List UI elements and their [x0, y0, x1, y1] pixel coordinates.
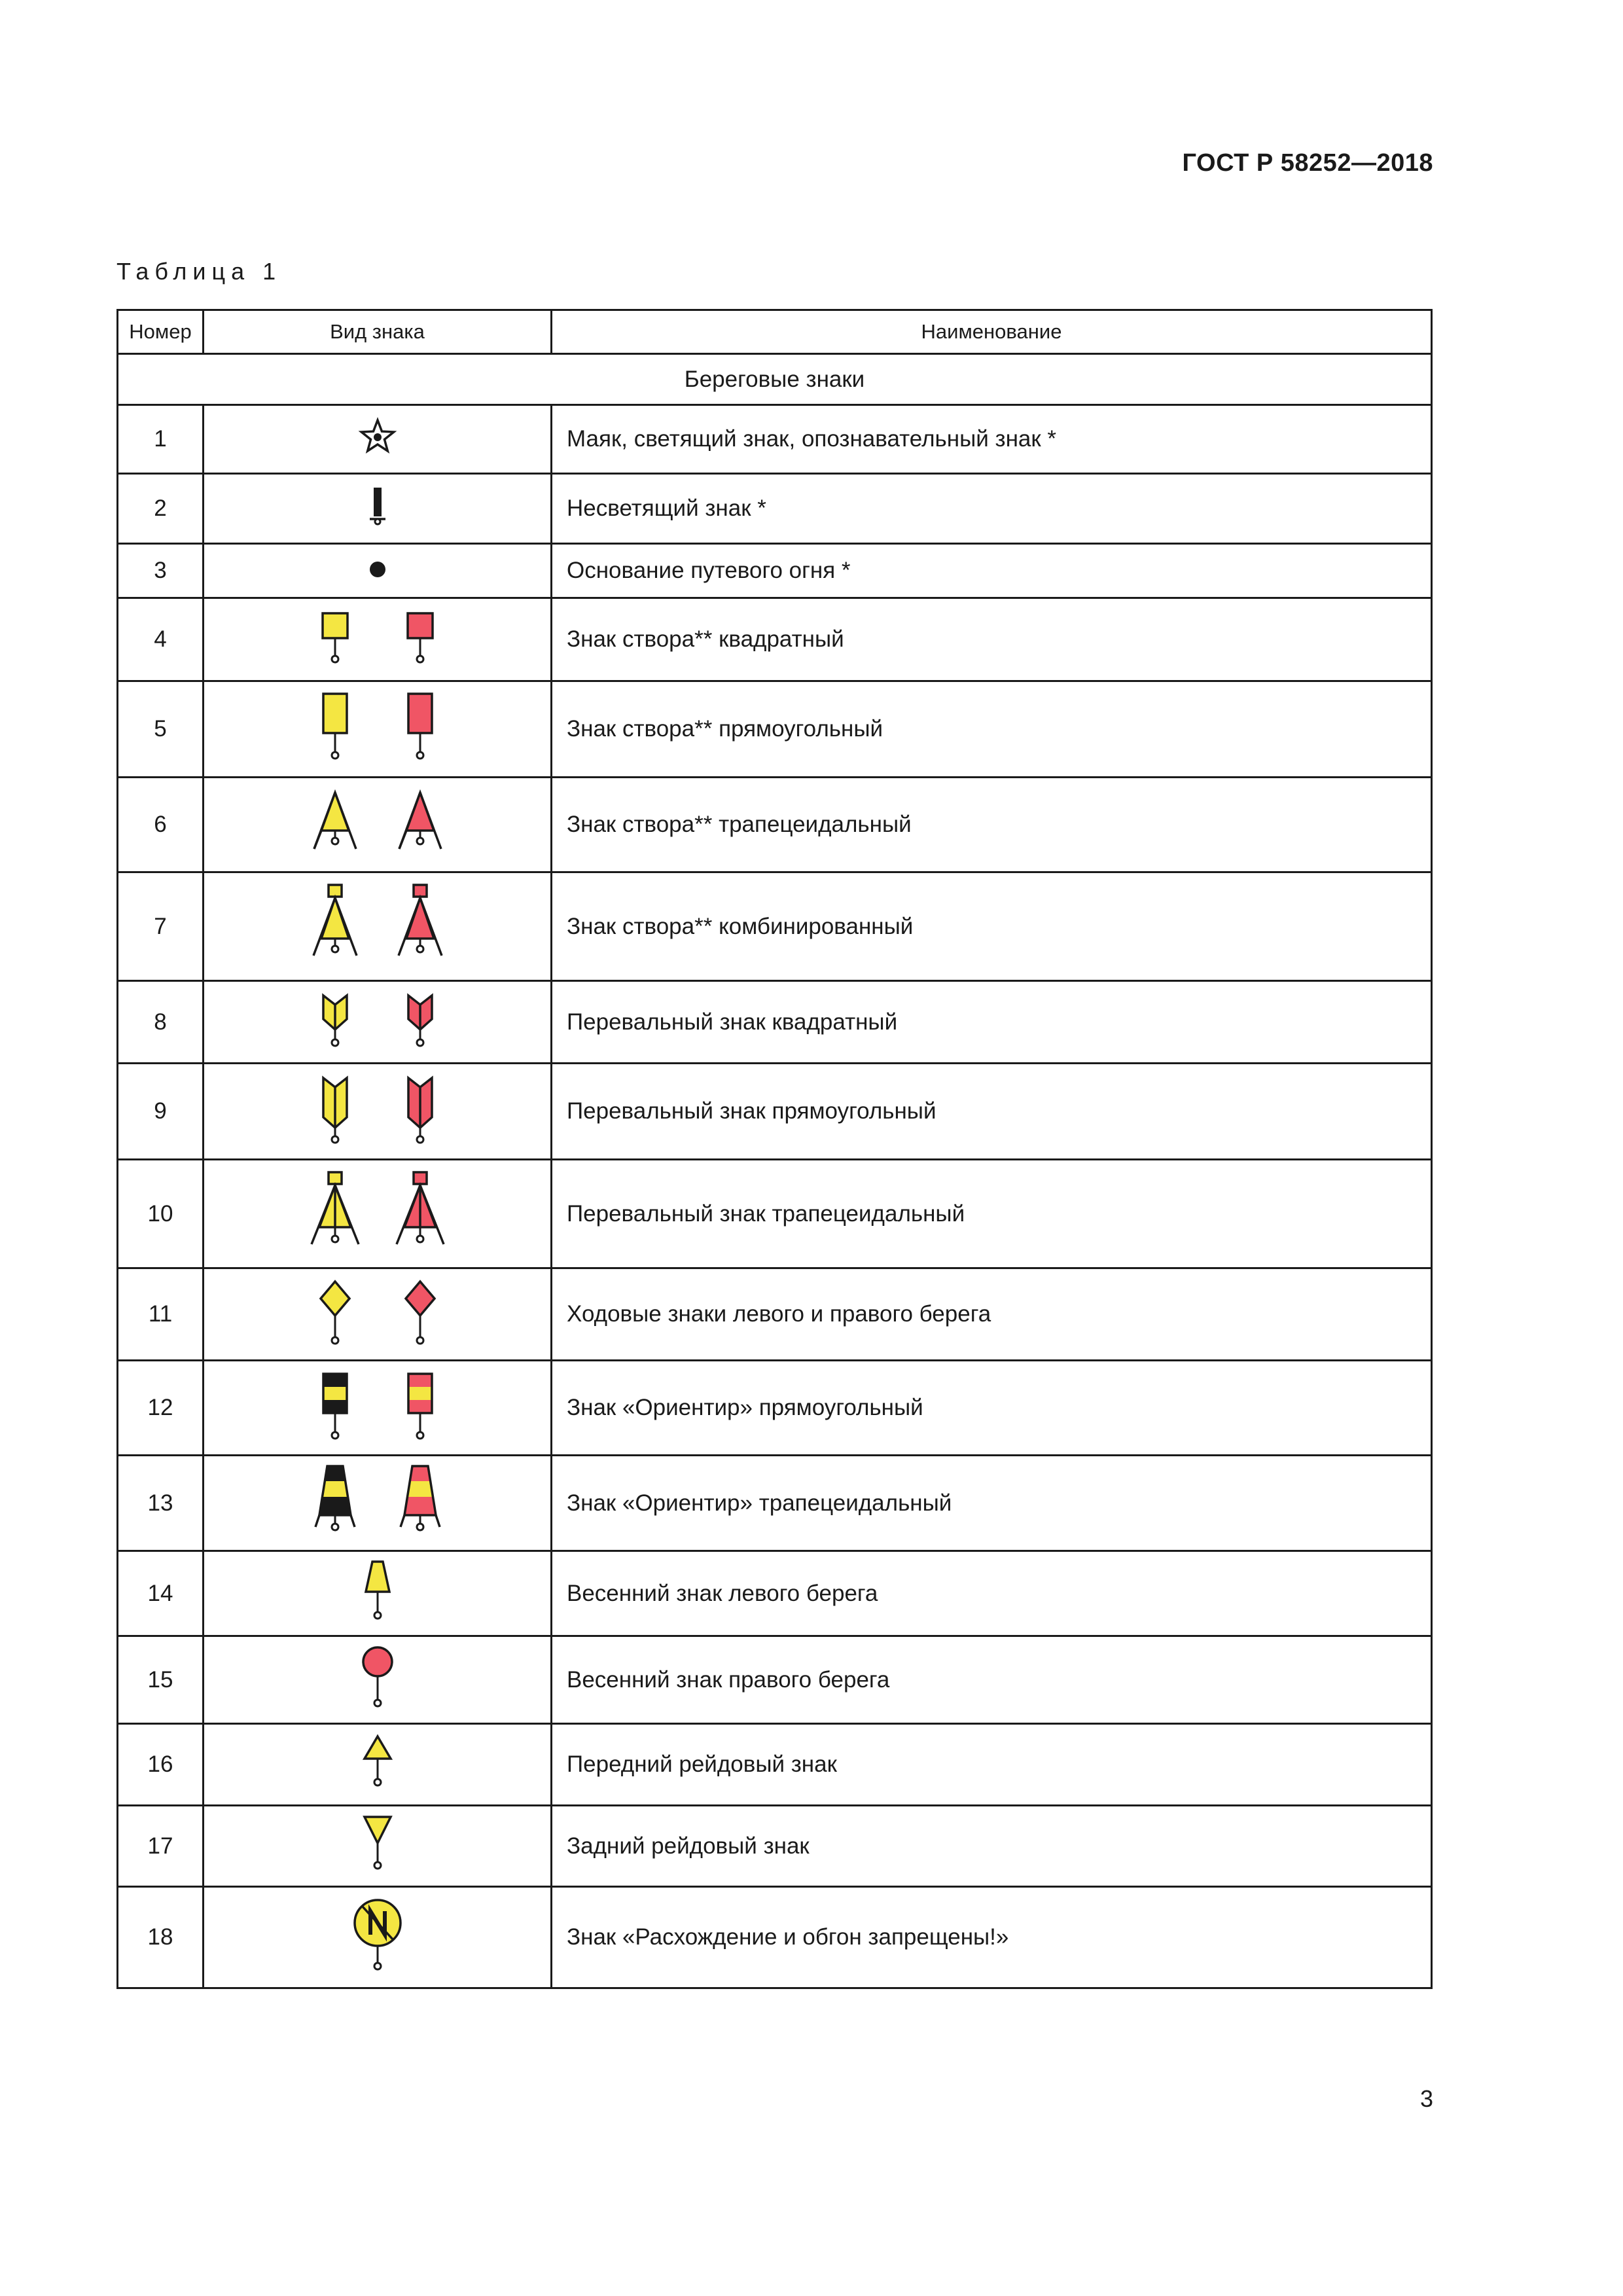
star-lighthouse-icon — [358, 420, 397, 456]
sign-symbol-cell — [204, 544, 552, 598]
table-row — [118, 778, 1432, 872]
sign-name: Маяк, светящий знак, опознавательный знак * — [552, 405, 1432, 474]
sign-name: Несветящий знак * — [552, 474, 1432, 544]
standard-designation: ГОСТ Р 58252—2018 — [1182, 149, 1433, 177]
table-row — [118, 872, 1432, 981]
sign-symbol-cell — [204, 474, 552, 544]
row-number: 11 — [118, 1268, 204, 1361]
sign-name: Основание путевого огня * — [552, 544, 1432, 598]
column-header-sign: Вид знака — [204, 310, 552, 354]
sign-name: Перевальный знак прямоугольный — [552, 1064, 1432, 1160]
sign-symbol-cell — [204, 1724, 552, 1806]
chevron-rectangle-icon — [306, 1075, 450, 1145]
table-row — [118, 1456, 1432, 1551]
table-row — [118, 1361, 1432, 1456]
row-number: 14 — [118, 1551, 204, 1636]
sign-symbol-cell — [204, 1887, 552, 1988]
sign-symbol-cell — [204, 872, 552, 981]
sign-symbol-cell — [204, 1064, 552, 1160]
sign-symbol-cell — [204, 1456, 552, 1551]
row-number: 18 — [118, 1887, 204, 1988]
table-row — [118, 544, 1432, 598]
dot-icon — [365, 558, 391, 581]
square-on-pole-icon — [306, 612, 450, 664]
sign-name: Перевальный знак трапецеидальный — [552, 1160, 1432, 1268]
sign-symbol-cell — [204, 1551, 552, 1636]
sign-name: Знак «Ориентир» прямоугольный — [552, 1361, 1432, 1456]
row-number: 9 — [118, 1064, 204, 1160]
row-number: 16 — [118, 1724, 204, 1806]
sign-name: Знак «Ориентир» трапецеидальный — [552, 1456, 1432, 1551]
column-header-number: Номер — [118, 310, 204, 354]
table-row — [118, 405, 1432, 474]
row-number: 7 — [118, 872, 204, 981]
sign-name: Задний рейдовый знак — [552, 1806, 1432, 1887]
column-header-name: Наименование — [552, 310, 1432, 354]
table-caption: Таблица 1 — [116, 258, 282, 285]
triangle-up-on-pole-icon — [358, 1734, 397, 1793]
diamond-on-pole-icon — [306, 1279, 450, 1347]
row-number: 5 — [118, 681, 204, 778]
table-row — [118, 1160, 1432, 1268]
table-row — [118, 1064, 1432, 1160]
sign-symbol-cell — [204, 681, 552, 778]
row-number: 2 — [118, 474, 204, 544]
table-header-row — [118, 310, 1432, 354]
sign-name: Знак створа** трапецеидальный — [552, 778, 1432, 872]
row-number: 4 — [118, 598, 204, 681]
chevron-square-icon — [306, 993, 450, 1048]
sign-symbol-cell — [204, 405, 552, 474]
sign-name: Знак створа** квадратный — [552, 598, 1432, 681]
triangle-down-on-pole-icon — [358, 1814, 397, 1874]
trapezoid-on-pole-icon — [358, 1559, 397, 1624]
row-number: 12 — [118, 1361, 204, 1456]
rectangle-on-pole-icon — [306, 692, 450, 763]
section-title: Береговые знаки — [118, 354, 1432, 405]
row-number: 8 — [118, 981, 204, 1064]
row-number: 15 — [118, 1636, 204, 1724]
section-row — [118, 354, 1432, 405]
sign-symbol-cell — [204, 1361, 552, 1456]
page-number: 3 — [1419, 2085, 1433, 2112]
table-row — [118, 1551, 1432, 1636]
sign-symbol-cell — [204, 1636, 552, 1724]
sign-name: Весенний знак правого берега — [552, 1636, 1432, 1724]
table-row — [118, 1887, 1432, 1988]
row-number: 3 — [118, 544, 204, 598]
row-number: 13 — [118, 1456, 204, 1551]
row-number: 17 — [118, 1806, 204, 1887]
sign-name: Знак створа** прямоугольный — [552, 681, 1432, 778]
triangle-trestle-icon — [302, 790, 453, 857]
row-number: 1 — [118, 405, 204, 474]
striped-rectangle-icon — [306, 1372, 450, 1441]
table-row — [118, 981, 1432, 1064]
table-row — [118, 681, 1432, 778]
table-row — [118, 598, 1432, 681]
combined-trestle-icon — [302, 884, 453, 966]
sign-symbol-cell — [204, 778, 552, 872]
no-overtaking-sign-icon — [348, 1895, 407, 1977]
sign-name: Ходовые знаки левого и правого берега — [552, 1268, 1432, 1361]
unlit-sign-icon — [365, 486, 391, 528]
sign-name: Перевальный знак квадратный — [552, 981, 1432, 1064]
sign-name: Передний рейдовый знак — [552, 1724, 1432, 1806]
table-row — [118, 1268, 1432, 1361]
sign-symbol-cell — [204, 1268, 552, 1361]
table-row — [118, 1806, 1432, 1887]
sign-symbol-cell — [204, 1806, 552, 1887]
table-row — [118, 1636, 1432, 1724]
row-number: 6 — [118, 778, 204, 872]
sign-name: Знак «Расхождение и обгон запрещены!» — [552, 1887, 1432, 1988]
sign-name: Знак створа** комбинированный — [552, 872, 1432, 981]
striped-trapezoid-icon — [302, 1464, 453, 1539]
signs-table — [116, 309, 1433, 1989]
sign-symbol-cell — [204, 598, 552, 681]
split-triangle-trestle-icon — [302, 1171, 453, 1253]
sign-symbol-cell — [204, 981, 552, 1064]
row-number: 10 — [118, 1160, 204, 1268]
sign-name: Весенний знак левого берега — [552, 1551, 1432, 1636]
circle-on-pole-icon — [358, 1644, 397, 1712]
table-row — [118, 1724, 1432, 1806]
table-row — [118, 474, 1432, 544]
sign-symbol-cell — [204, 1160, 552, 1268]
